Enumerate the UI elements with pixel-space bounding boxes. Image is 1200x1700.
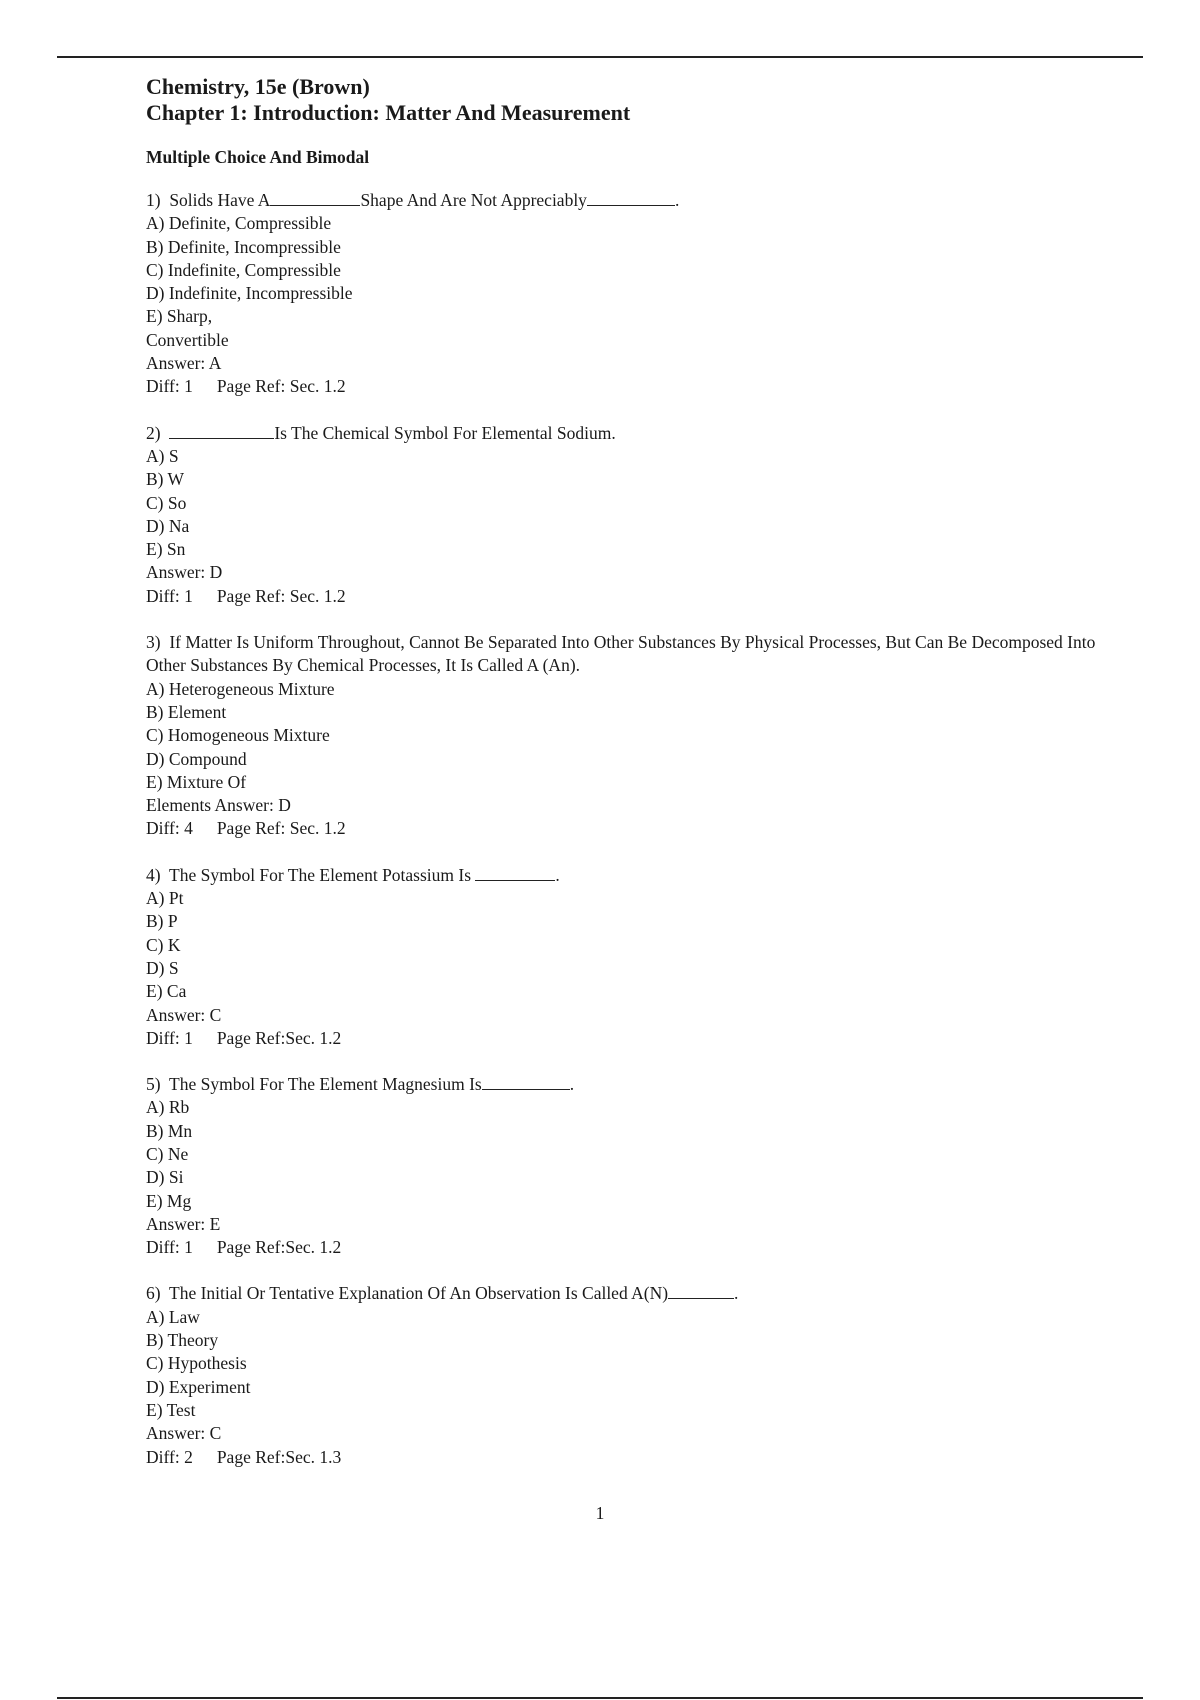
question-stem: . [734, 1283, 739, 1304]
option: E) Sn [146, 539, 186, 560]
question-number: 3) [146, 632, 161, 653]
question-4 [146, 864, 1106, 1050]
answer: Answer: C [146, 1423, 222, 1444]
option: B) Theory [146, 1330, 219, 1351]
question-stem: Is The Chemical Symbol For Elemental Sodium. [274, 422, 616, 443]
option: A) Law [146, 1306, 200, 1327]
question-1 [146, 189, 1106, 399]
question-stem: The Initial Or Tentative Explanation Of An Observation Is Called A(N) [169, 1283, 669, 1304]
option: D) S [146, 957, 179, 978]
answer-blank [475, 865, 555, 881]
question-stem: If Matter Is Uniform Throughout, Cannot Be Separated Into Other Substances By Physical Processes, But Can Be Decomposed Into Other Substances By Chemical Processes, It Is Called A (An). [146, 632, 1096, 676]
question-number: 4) [146, 864, 161, 885]
option: D) Indefinite, Incompressible [146, 283, 353, 304]
difficulty: Diff: 1 [146, 376, 193, 397]
option: C) Hypothesis [146, 1353, 247, 1374]
option: E) Ca [146, 981, 187, 1002]
option: C) Homogeneous Mixture [146, 725, 330, 746]
question-stem: Shape And Are Not Appreciably [360, 190, 587, 210]
question-number: 6) [146, 1283, 161, 1304]
answer: Answer: E [146, 1213, 221, 1234]
option: D) Experiment [146, 1376, 251, 1397]
section-heading: Multiple Choice And Bimodal [146, 147, 370, 167]
option: B) Definite, Incompressible [146, 236, 341, 257]
option: C) Ne [146, 1143, 189, 1164]
option: A) S [146, 445, 179, 466]
question-stem: . [674, 190, 680, 210]
option: C) So [146, 492, 187, 513]
question-stem: The Symbol For The Element Potassium Is [169, 864, 472, 885]
option: C) Indefinite, Compressible [146, 259, 341, 280]
difficulty: Diff: 4 [146, 818, 193, 839]
option: C) K [146, 934, 181, 955]
question-number: 1) [146, 190, 161, 210]
page-ref: Page Ref: Sec. 1.2 [216, 818, 346, 839]
answer: Answer: C [146, 1004, 222, 1025]
document-page [146, 74, 1106, 1492]
option: E) Test [146, 1399, 196, 1420]
option: E) Mixture Of [146, 771, 247, 792]
answer: Answer: D [146, 562, 223, 583]
question-number: 2) [146, 422, 161, 443]
option: A) Pt [146, 888, 184, 909]
question-6 [146, 1282, 1106, 1468]
option: A) Definite, Compressible [146, 213, 332, 234]
difficulty: Diff: 1 [146, 585, 193, 606]
option-continuation: Convertible [146, 329, 229, 350]
difficulty: Diff: 1 [146, 1237, 193, 1258]
option: E) Sharp, [146, 306, 213, 327]
question-stem: . [569, 1074, 575, 1095]
page-ref: Page Ref:Sec. 1.3 [216, 1446, 342, 1467]
question-stem: Solids Have A [169, 190, 271, 210]
question-number: 5) [146, 1074, 161, 1095]
question-3 [146, 631, 1106, 841]
option: B) P [146, 911, 178, 932]
page-ref: Page Ref:Sec. 1.2 [216, 1027, 342, 1048]
question-2 [146, 422, 1106, 608]
book-title: Chemistry, 15e (Brown) [146, 74, 370, 99]
answer-blank [482, 1074, 570, 1090]
option: E) Mg [146, 1190, 192, 1211]
bottom-rule [57, 1697, 1143, 1699]
answer-blank [587, 190, 675, 206]
difficulty: Diff: 1 [146, 1027, 193, 1048]
option: D) Na [146, 515, 190, 536]
top-rule [57, 56, 1143, 58]
page-ref: Page Ref: Sec. 1.2 [216, 376, 346, 397]
page-ref: Page Ref: Sec. 1.2 [216, 585, 346, 606]
option: B) Element [146, 701, 227, 722]
option: A) Heterogeneous Mixture [146, 678, 335, 699]
answer: Answer: A [146, 353, 222, 374]
chapter-title: Chapter 1: Introduction: Matter And Measurement [146, 100, 631, 125]
question-5 [146, 1073, 1106, 1259]
page-number: 1 [595, 1503, 605, 1523]
page-ref: Page Ref:Sec. 1.2 [216, 1237, 342, 1258]
question-stem: The Symbol For The Element Magnesium Is [169, 1074, 482, 1095]
answer-blank [668, 1283, 734, 1299]
option: D) Si [146, 1167, 184, 1188]
difficulty: Diff: 2 [146, 1446, 193, 1467]
question-list [146, 189, 1106, 1469]
answer-blank [270, 190, 360, 206]
option: B) Mn [146, 1120, 193, 1141]
option: B) W [146, 469, 185, 490]
option: D) Compound [146, 748, 247, 769]
question-stem: . [555, 864, 560, 885]
option: A) Rb [146, 1097, 190, 1118]
option-continuation: Elements Answer: D [146, 795, 291, 816]
answer-blank [169, 423, 274, 439]
